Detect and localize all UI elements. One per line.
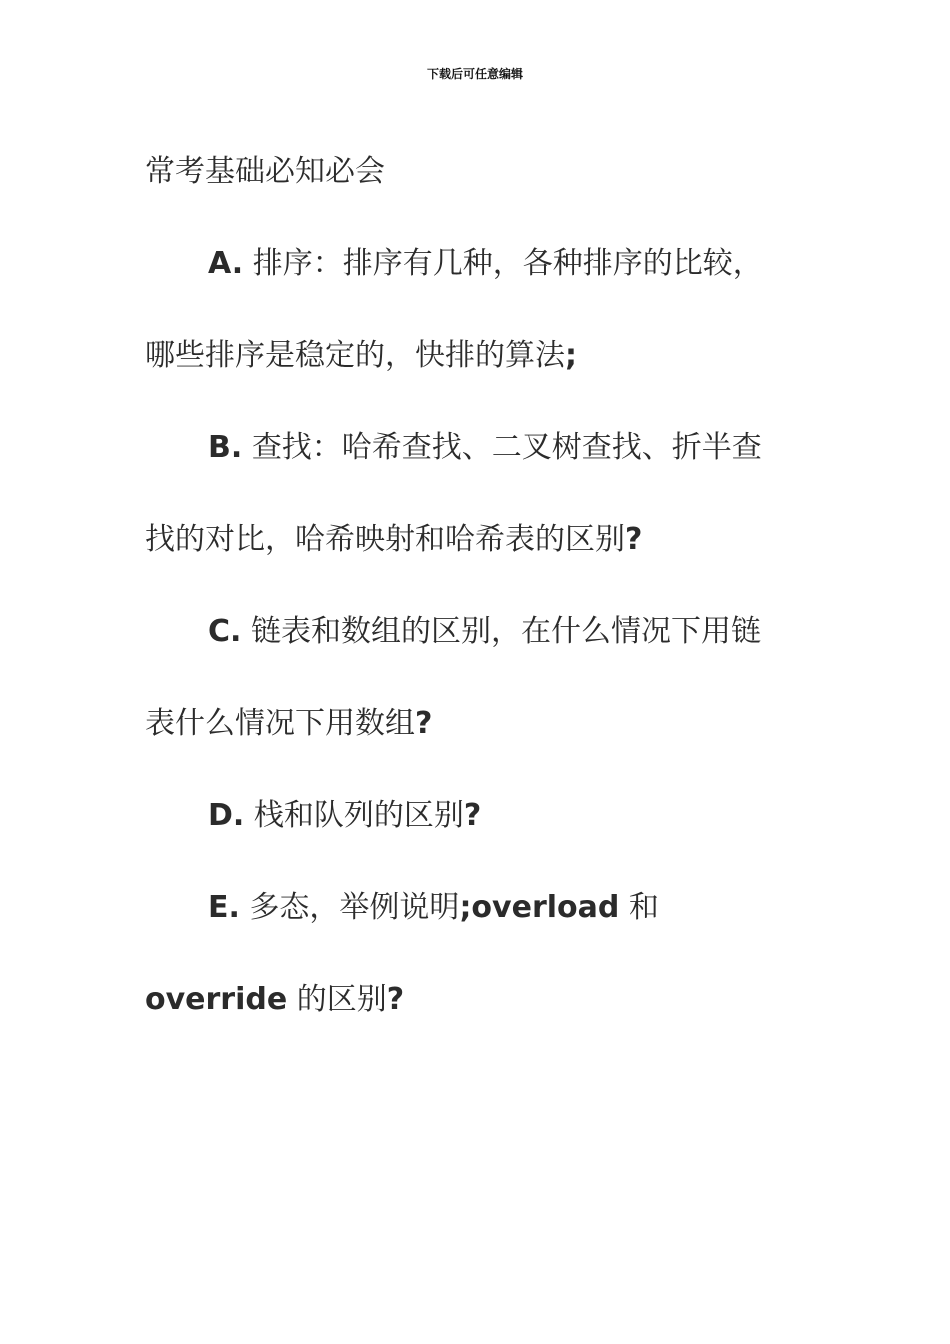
list-item-line (145, 702, 810, 746)
list-item-b (145, 426, 810, 562)
list-item-line (145, 334, 810, 378)
list-item-line (145, 978, 810, 1022)
document-body (145, 150, 810, 1070)
item-latin-text: ;overload (459, 890, 620, 925)
item-letter: E. (208, 890, 240, 925)
item-letter: D. (208, 798, 245, 833)
list-item-line (145, 426, 810, 470)
item-text: 找的对比，哈希映射和哈希表的区别 (145, 522, 625, 557)
item-letter: C. (208, 614, 242, 649)
item-punctuation: ? (625, 522, 643, 557)
document-title: 常考基础必知必会 (145, 154, 385, 189)
list-item-line (145, 242, 810, 286)
list-item-line (145, 610, 810, 654)
item-letter: B. (208, 430, 243, 465)
item-text: 查找：哈希查找、二叉树查找、折半查 (251, 430, 762, 465)
item-text: 栈和队列的区别 (253, 798, 464, 833)
list-item-a (145, 242, 810, 378)
item-punctuation: ; (565, 338, 577, 373)
item-text: 和 (628, 890, 659, 925)
page-header: 下载后可任意编辑 (426, 67, 523, 81)
item-punctuation: ? (463, 798, 482, 833)
list-item-c (145, 610, 810, 746)
item-punctuation: ? (386, 982, 405, 1017)
list-item-d (145, 794, 810, 838)
item-text: 排序：排序有几种，各种排序的比较， (252, 246, 763, 281)
item-text: 哪些排序是稳定的，快排的算法 (145, 338, 565, 373)
item-letter: A. (208, 246, 244, 281)
list-item-line (145, 518, 810, 562)
item-latin-text: override (145, 982, 288, 1017)
item-punctuation: ? (415, 706, 433, 741)
list-item-line (145, 886, 810, 930)
item-text: 链表和数组的区别，在什么情况下用链 (250, 614, 761, 649)
list-item-line (145, 794, 810, 838)
item-text: 的区别 (296, 982, 387, 1017)
item-text: 多态，举例说明 (249, 890, 460, 925)
list-item-e (145, 886, 810, 1022)
item-text: 表什么情况下用数组 (145, 706, 415, 741)
